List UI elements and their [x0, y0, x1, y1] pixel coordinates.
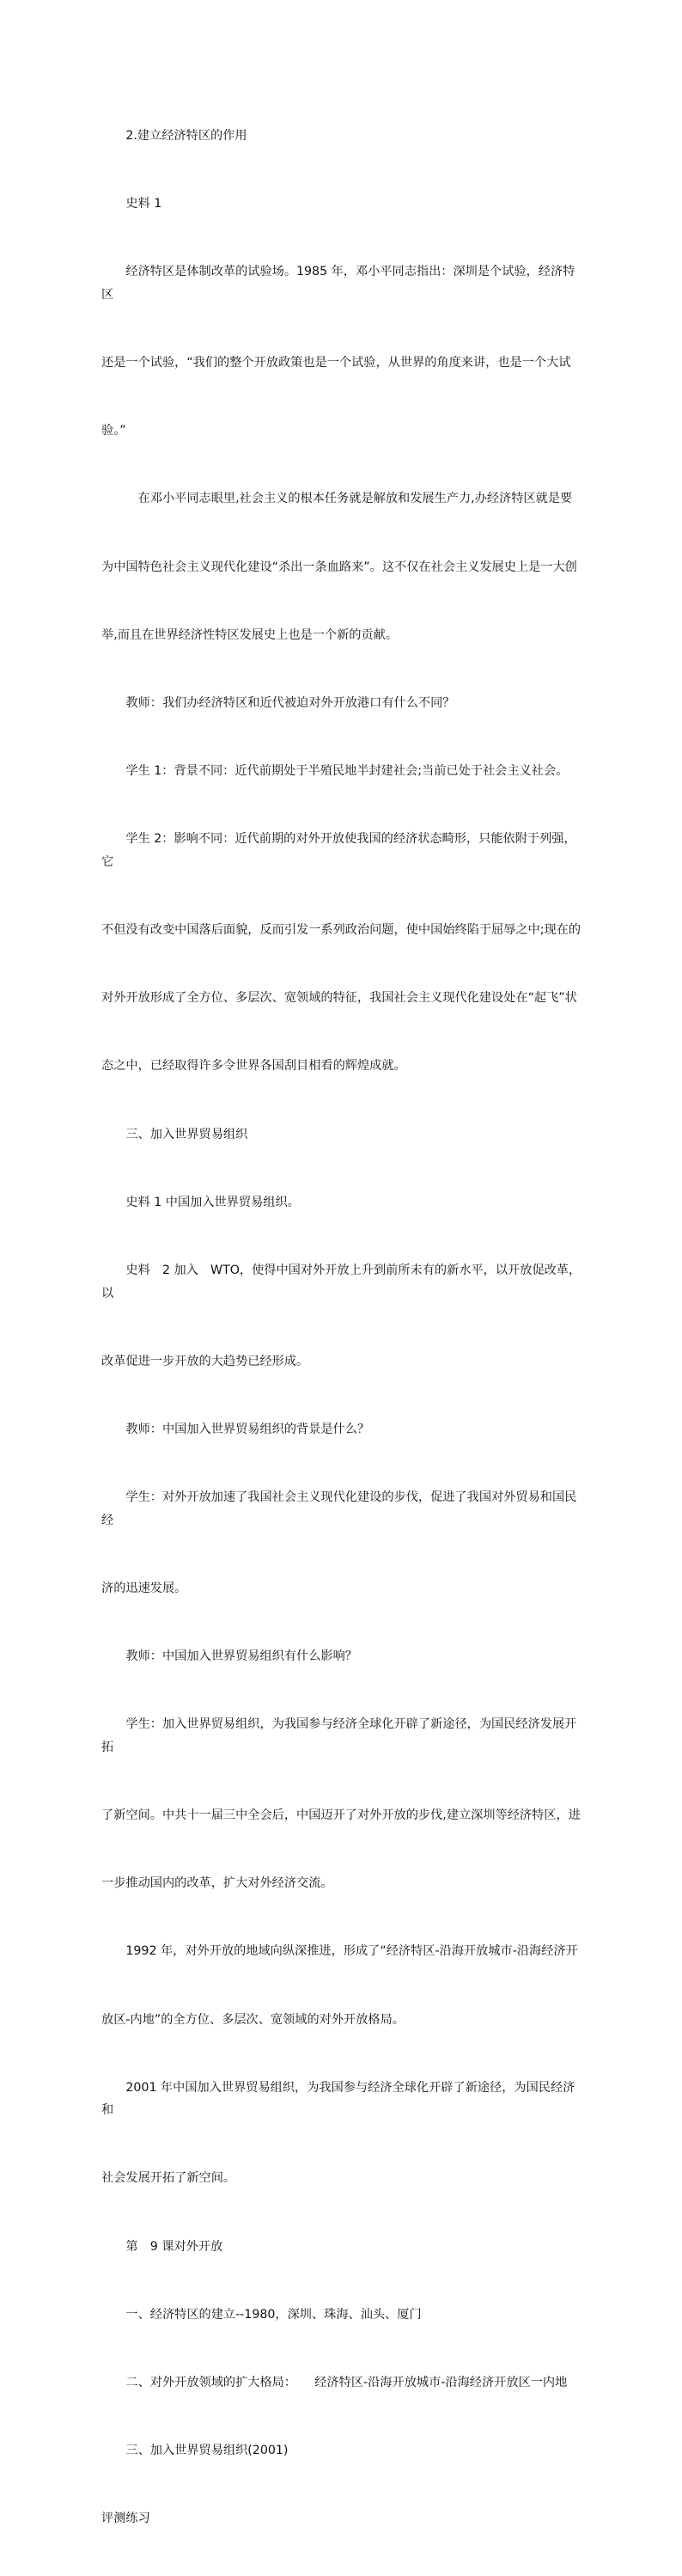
- paragraph-line: 为中国特色社会主义现代化建设“杀出一条血路来”。这不仅在社会主义发展史上是一大创: [101, 560, 577, 574]
- paragraph-line: 社会发展开拓了新空间。: [101, 2171, 236, 2186]
- student-answer: 学生 2：影响不同：近代前期的对外开放使我国的经济状态畸形，只能依附于列强，它: [101, 832, 576, 869]
- paragraph-line: 改革促进一步开放的大趋势已经形成。: [101, 1354, 309, 1368]
- paragraph-line: 还是一个试验，“我们的整个开放政策也是一个试验，从世界的角度来讲，也是一个大试: [101, 355, 571, 370]
- student-answer: 学生：对外开放加速了我国社会主义现代化建设的步伐，促进了我国对外贸易和国民经: [101, 1490, 577, 1527]
- paragraph-line: 验。”: [101, 424, 126, 438]
- paragraph-line: 举,而且在世界经济性特区发展史上也是一个新的贡献。: [101, 627, 399, 642]
- student-answer: 学生 1：背景不同：近代前期处于半殖民地半封建社会;当前已处于社会主义社会。: [101, 764, 569, 779]
- section-heading-wto: 三、加入世界贸易组织: [101, 1127, 248, 1141]
- source-label-1-wto: 史料 1 中国加入世界贸易组织。: [101, 1195, 300, 1209]
- teacher-question: 教师：中国加入世界贸易组织的背景是什么？: [101, 1422, 370, 1436]
- source-label-2-wto: 史料 2 加入 WTO，使得中国对外开放上升到前所未有的新水平，以开放促改革，以: [101, 1264, 582, 1300]
- paragraph-line: 济的迅速发展。: [101, 1581, 187, 1595]
- paragraph-line: 1992 年，对外开放的地域向纵深推进，形成了“经济特区-沿海开放城市-沿海经济开: [101, 1944, 578, 1959]
- student-answer: 学生：加入世界贸易组织，为我国参与经济全球化开辟了新途径，为国民经济发展开拓: [101, 1717, 577, 1754]
- paragraph-line: 在邓小平同志眼里,社会主义的根本任务就是解放和发展生产力,办经济特区就是要: [101, 492, 573, 506]
- source-label-1: 史料 1: [101, 197, 162, 211]
- paragraph-line: 态之中，已经取得许多令世界各国刮目相看的辉煌成就。: [101, 1059, 406, 1074]
- teacher-question: 教师：中国加入世界贸易组织有什么影响？: [101, 1649, 357, 1664]
- section-heading-role-of-sez: 2.建立经济特区的作用: [101, 128, 247, 143]
- paragraph-line: 了新空间。中共十一届三中全会后，中国迈开了对外开放的步伐,建立深圳等经济特区，进: [101, 1808, 581, 1822]
- document-body: [101, 79, 582, 2576]
- summary-item-2: 二、对外开放领域的扩大格局： 经济特区-沿海开放城市-沿海经济开放区一内地: [101, 2376, 568, 2390]
- paragraph-line: 2001 年中国加入世界贸易组织，为我国参与经济全球化开辟了新途径，为国民经济和: [101, 2080, 575, 2118]
- summary-item-3: 三、加入世界贸易组织(2001): [101, 2444, 289, 2458]
- teacher-question: 教师：我们办经济特区和近代被迫对外开放港口有什么不同？: [101, 695, 455, 710]
- paragraph-line: 一步推动国内的改革，扩大对外经济交流。: [101, 1876, 333, 1891]
- paragraph-line: 不但没有改变中国落后面貌，反而引发一系列政治问题，使中国始终陷于屈辱之中;现在的: [101, 923, 582, 938]
- paragraph-line: 经济特区是体制改革的试验场。1985 年，邓小平同志指出：深圳是个试验，经济特区: [101, 265, 575, 302]
- evaluation-exercise-heading: 评测练习: [101, 2512, 150, 2526]
- paragraph-line: 放区-内地”的全方位、多层次、宽领域的对外开放格局。: [101, 2012, 405, 2027]
- lesson-summary-title: 第 9 课对外开放: [101, 2239, 223, 2254]
- summary-item-1: 一、经济特区的建立--1980，深圳、珠海、汕头、厦门: [101, 2307, 422, 2322]
- paragraph-line: 对外开放形成了全方位、多层次、宽领域的特征，我国社会主义现代化建设处在“起飞”状: [101, 991, 577, 1006]
